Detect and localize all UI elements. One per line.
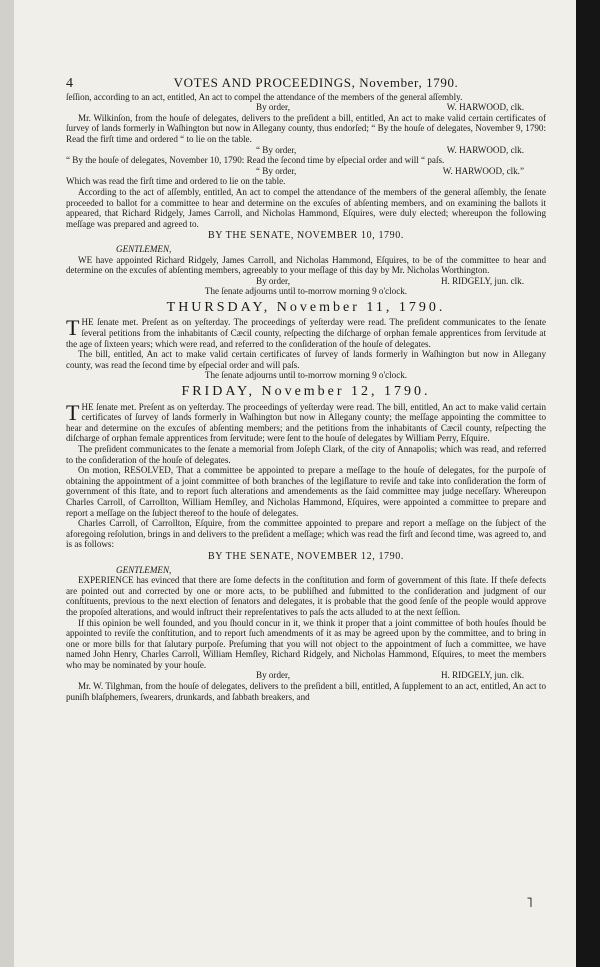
senate-dateline: BY THE SENATE, NOVEMBER 12, 1790. — [208, 550, 404, 562]
adjournment: The ſenate adjourns until to-morrow morning 9 o'clock. — [204, 370, 408, 381]
page-number: 4 — [66, 76, 73, 91]
signature-clerk: W. HARWOOD, clk. — [446, 102, 524, 113]
paragraph: Mr. W. Tilghman, from the houſe of delegates, delivers to the preſident a bill, entitled, A ſupplement to an act, entitled, An act to puniſh blaſphemers, ſwearers, drunkards, and ſabbath breakers, and — [66, 681, 546, 702]
paragraph — [66, 399, 546, 444]
signature-line — [66, 102, 546, 113]
scan-left-edge — [0, 0, 14, 967]
signature-clerk: W. HARWOOD, clk. — [446, 144, 524, 155]
signature-line — [66, 166, 546, 177]
salutation: GENTLEMEN, — [116, 564, 172, 575]
signature-by-order: “ By order, — [256, 144, 297, 155]
page-body — [66, 75, 546, 702]
adjournment: The ſenate adjourns until to-morrow morning 9 o'clock. — [204, 286, 408, 297]
signature-clerk: W. HARWOOD, clk.” — [442, 165, 524, 176]
signature-by-order: By order, — [256, 102, 290, 113]
paragraph: “ By the houſe of delegates, November 10, 1790: Read the ſecond time by eſpecial order and will “ paſs. — [66, 155, 445, 166]
signature-line — [66, 670, 546, 681]
signature-clerk: H. RIDGELY, jun. clk. — [440, 670, 524, 681]
signature-clerk: H. RIDGELY, jun. clk. — [440, 275, 524, 286]
signature-by-order: By order, — [256, 275, 290, 286]
paragraph-text: HE ſenate met. Preſent as on yeſterday. The proceedings of yeſterday were read. The preſident communicates to the ſenate ſeveral petitions from the inhabitants of Cæcil county, reſpecting the diſcharge of orphan female apprentices from ſervitude at the age of ſixteen years; which were read, and referred to the conſideration of the houſe of delegates. — [66, 317, 546, 349]
paragraph-text: HE ſenate met. Preſent as on yeſterday. The proceedings of yeſterday were read. The bill, entitled, An act to make valid certain certificates of ſurvey of lands formerly in Waſhington but now in Allegany county; the meſſage appointing the committee to hear and determine on the excuſes of abſenting members; and the petitions from the inhabitants of Cæcil county, reſpecting the diſcharge of orphan female apprentices from ſervitude; were ſent to the houſe of delegates by William Perry, Eſquire. — [66, 401, 546, 444]
paragraph: WE have appointed Richard Ridgely, James Carroll, and Nicholas Hammond, Eſquires, to be of the committee to hear and determine on the excuſes of abſenting members, agreeably to your meſſage of this day by Mr. Nicholas Worthington. — [66, 254, 546, 276]
paragraph: The bill, entitled, An act to make valid certain certificates of ſurvey of lands formerly in Waſhington but now in Allegany county, was read the ſecond time by eſpecial order and will paſs. — [66, 349, 546, 370]
paragraph: If this opinion be well founded, and you ſhould concur in it, we think it proper that a joint committee of both houſes ſhould be appointed to reviſe the conſtitution, and to report ſuch amendments of it as may be agreed upon by the committee, and to bring in one or more bills for that ſalutary purpoſe. Preſuming that you will not object to the appointment of ſuch a committee, we have named John Henry, Charles Carroll, William Hemſley, Richard Ridgely, and Nicholas Hammond, Eſquires, to meet the members who may be nominated by your houſe. — [66, 617, 546, 670]
salutation: GENTLEMEN, — [116, 243, 172, 254]
signature-by-order: “ By order, — [256, 165, 297, 176]
paragraph: ſeſſion, according to an act, entitled, An act to compel the attendance of the members of the general aſſembly. — [66, 91, 463, 102]
paragraph: Mr. Wilkinſon, from the houſe of delegates, delivers to the preſident a bill, entitled, An act to make valid certain certificates of ſurvey of lands formerly in Waſhington but now in Allegany county, thus endorſed; “ By the houſe of delegates, November 9, 1790: Read the firſt time and ordered “ to lie on the table. — [66, 112, 546, 144]
drop-cap: T — [66, 399, 80, 425]
scan-right-edge — [576, 0, 600, 967]
paragraph: EXPERIENCE has evinced that there are ſome defects in the conſtitution and form of government of this ſtate. If theſe defects are pointed out and corrected by one or more acts, to be publiſhed and ſubmitted to the conſideration and judgment of our conſtituents, previous to the next election of ſenators and delegates, it is probable that the good ſenſe of the people would approve the propoſed alterations, and would inſtruct their repreſentatives to paſs the acts alluded to at the next ſeſſion. — [66, 575, 546, 617]
page-corner-mark: ˥ — [526, 895, 533, 911]
signature-line — [66, 145, 546, 156]
paragraph: The preſident communicates to the ſenate a memorial from Joſeph Clark, of the city of Annapolis; which was read, and referred to the conſideration of the houſe of delegates. — [66, 444, 546, 465]
drop-cap: T — [66, 315, 80, 341]
page-header — [66, 75, 546, 91]
senate-dateline: BY THE SENATE, NOVEMBER 10, 1790. — [208, 230, 404, 242]
paragraph — [66, 317, 546, 349]
signature-by-order: By order, — [256, 670, 290, 681]
signature-line — [66, 276, 546, 287]
paragraph: Which was read the firſt time and ordered to lie on the table. — [66, 176, 286, 187]
paragraph: According to the act of aſſembly, entitled, An act to compel the attendance of the members of the general aſſembly, the ſenate proceeded to ballot for a committee to hear and determine on the excuſes of abſenting members, and on examining the ballots it appeared, that Richard Ridgely, James Carroll, and Nicholas Hammond, Eſquires, were duly elected; whereupon the following meſſage was prepared and agreed to. — [66, 186, 546, 229]
day-heading-friday: FRIDAY, November 12, 1790. — [181, 384, 431, 400]
running-title: VOTES AND PROCEEDINGS, November, 1790. — [173, 75, 459, 90]
paragraph: Charles Carroll, of Carrollton, Eſquire, from the committee appointed to prepare and report a meſſage on the ſubject of the aforegoing reſolution, brings in and delivers to the preſident a meſſage; which was read the firſt and ſecond time, was agreed to, and is as follows: — [66, 518, 546, 550]
day-heading-thursday: THURSDAY, November 11, 1790. — [166, 299, 446, 315]
paragraph: On motion, RESOLVED, That a committee be appointed to prepare a meſſage to the houſe of delegates, for the purpoſe of obtaining the appointment of a joint committee of both branches of the legiſlature to reviſe and take into conſideration the form of government of this ſtate, and to report ſuch alterations and amendements as the ſaid committee may judge neceſſary. Whereupon Charles Carroll, of Carrollton, William Hemſley, and Nicholas Hammond, Eſquires, were appointed a committee to prepare and report a meſſage on the ſubject thereof to the houſe of delegates. — [66, 465, 546, 518]
